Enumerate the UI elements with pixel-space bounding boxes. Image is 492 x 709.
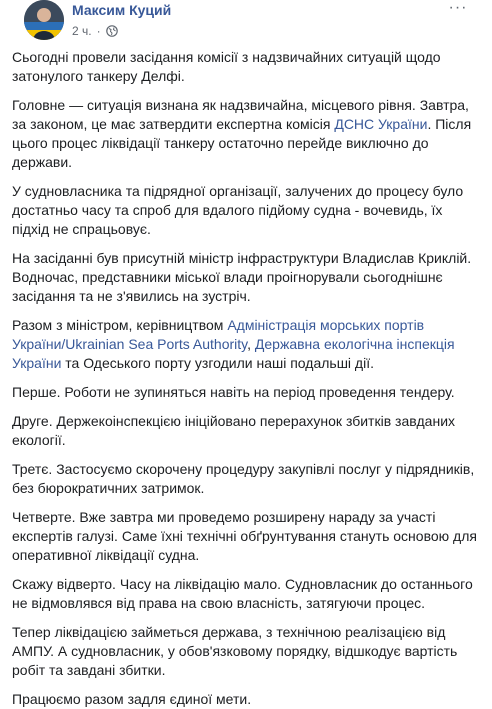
paragraph-2 <box>12 96 480 172</box>
globe-icon[interactable] <box>106 25 118 37</box>
post-meta <box>72 24 118 38</box>
post-header <box>12 0 480 48</box>
paragraph-5-separator: , <box>247 336 255 352</box>
paragraph-11: Тепер ліквідацією займеться держава, з технічною реалізацією від АМПУ. А судновласник, у обов'язковому порядку, відшкодує вартість робіт та завдані збитки. <box>12 624 458 678</box>
author-name[interactable]: Максим Куций <box>72 2 172 18</box>
post-content <box>12 48 480 709</box>
paragraph-8: Третє. Застосуємо скорочену процедуру закупівлі послуг у підрядників, без бюрократичних затримок. <box>12 461 475 496</box>
avatar-image <box>24 0 64 40</box>
paragraph-9: Четверте. Вже завтра ми проведемо розширену нараду за участі експертів галузі. Саме їхні технічні обґрунтування стануть основою для оперативної ліквідації судна. <box>12 509 477 563</box>
dsns-link[interactable]: ДСНС України <box>334 116 428 132</box>
paragraph-3: У судновласника та підрядної організації, залучених до процесу було достатньо часу та спроб для вдалого підйому судна - вочевидь, їх підхід не спрацьовує. <box>12 183 464 237</box>
meta-separator: · <box>96 24 101 38</box>
avatar[interactable] <box>24 0 64 40</box>
paragraph-5-text-a: Разом з міністром, керівництвом <box>12 317 228 333</box>
paragraph-4: На засіданні був присутній міністр інфраструктури Владислав Криклій. Водночас, представники міської влади проігнорували сьогоднішнє засідання та не з'явились на зустріч. <box>12 250 472 304</box>
paragraph-2-text-a: Головне — ситуація визнана як надзвичайна, місцевого рівня. Завтра, за законом, це має затвердити експертна комісія <box>12 97 469 132</box>
post-time[interactable]: 2 ч. <box>72 24 92 38</box>
paragraph-1: Сьогодні провели засідання комісії з надзвичайних ситуацій щодо затонулого танкеру Делфі. <box>12 49 441 84</box>
ecological-inspection-link[interactable]: Державна екологічна інспекція України <box>12 336 455 371</box>
paragraph-12: Працюємо разом задля єдиної мети. <box>12 691 252 707</box>
paragraph-7: Друге. Держекоінспекцією ініційовано перерахунок збитків завданих екології. <box>12 413 456 448</box>
paragraph-5-text-b: та Одеського порту узгодили наші подальші дії. <box>61 355 374 371</box>
paragraph-6: Перше. Роботи не зупиняться навіть на період проведення тендеру. <box>12 384 455 400</box>
paragraph-5 <box>12 316 480 373</box>
paragraph-2-text-b: . Після цього процес ліквідації танкеру остаточно перейде виключно до держави. <box>12 116 472 170</box>
paragraph-10: Скажу відверто. Часу на ліквідацію мало. Судновласник до останнього не відмовлявся від права на свою власність, затягуючи процес. <box>12 576 473 611</box>
more-options-icon[interactable]: ··· <box>448 0 468 16</box>
sea-ports-authority-link[interactable]: Адміністрація морських портів України/Ukrainian Sea Ports Authority <box>12 317 425 352</box>
